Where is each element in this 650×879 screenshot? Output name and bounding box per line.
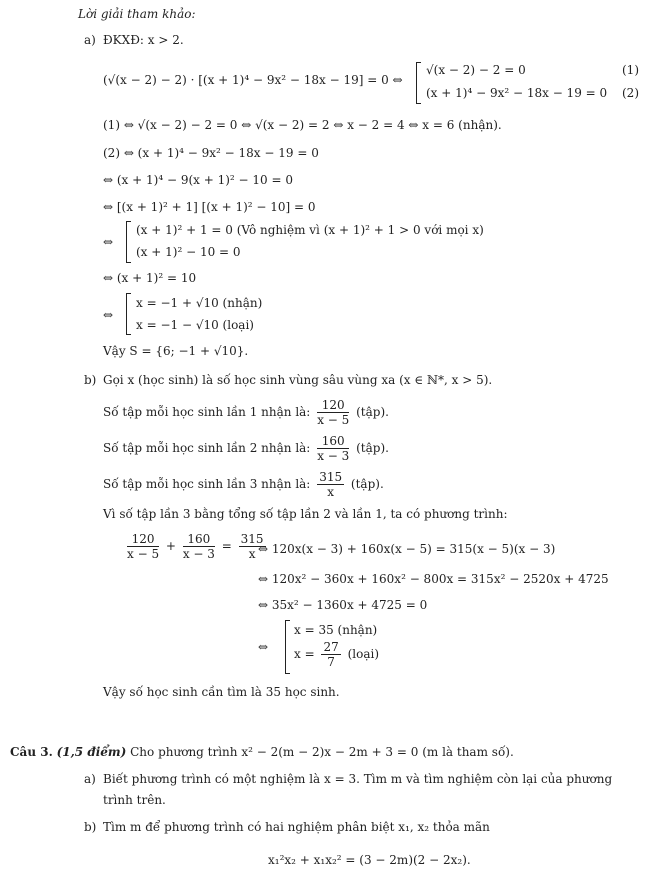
question-3a-label: a) — [84, 772, 96, 786]
eq-fraction-1-num: 120 — [127, 532, 159, 547]
eq-step-4b — [294, 640, 379, 669]
dkxd-line: ĐKXĐ: x > 2. — [103, 33, 184, 47]
question-3-heading — [10, 744, 514, 760]
statement-2-unit: (tập). — [356, 441, 389, 455]
line-7b: x = −1 − √10 (loại) — [136, 318, 254, 332]
question-3b-label: b) — [84, 820, 97, 834]
statement-1-text: Số tập mỗi học sinh lần 1 nhận là: — [103, 405, 311, 419]
statement-1 — [103, 398, 389, 427]
system-bracket — [416, 62, 421, 104]
eq-fraction-3-den: x — [248, 547, 256, 561]
solution-header: Lời giải tham khảo: — [78, 7, 196, 21]
fraction-1-num: 120 — [317, 398, 349, 413]
line-7-arrow: ⇔ — [103, 308, 114, 322]
fraction-2 — [317, 434, 349, 463]
statement-2 — [103, 434, 389, 463]
question-3a-text-2: trình trên. — [103, 793, 166, 807]
fraction-3 — [317, 470, 344, 499]
question-3a-text-1: Biết phương trình có một nghiệm là x = 3. Tìm m và tìm nghiệm còn lại của phương — [103, 772, 613, 786]
line-7a: x = −1 + √10 (nhận) — [136, 296, 263, 310]
question-3-text: Cho phương trình x² − 2(m − 2)x − 2m + 3 = 0 (m là tham số). — [130, 745, 514, 759]
eq-step-4b-post: (loại) — [347, 647, 379, 661]
fraction-2-num: 160 — [317, 434, 349, 449]
question-3-points: (1,5 điểm) — [56, 745, 127, 759]
eq-step-4a: x = 35 (nhận) — [294, 623, 378, 637]
eq-step-4b-pre: x = — [294, 647, 315, 661]
bracket-7 — [126, 293, 131, 335]
line-6: ⇔ (x + 1)² = 10 — [103, 271, 197, 285]
fraction-1 — [317, 398, 349, 427]
question-3b-equation: x₁²x₂ + x₁x₂² = (3 − 2m)(2 − 2x₂). — [268, 853, 471, 867]
statement-2-text: Số tập mỗi học sinh lần 2 nhận là: — [103, 441, 311, 455]
eq-equals: = — [221, 539, 232, 553]
question-3-label: Câu 3. — [10, 745, 53, 759]
eq-fraction-27-7-num: 27 — [323, 640, 339, 654]
line-5b: (x + 1)² − 10 = 0 — [136, 245, 241, 259]
line-3: ⇔ (x + 1)⁴ − 9(x + 1)² − 10 = 0 — [103, 173, 293, 187]
main-equation: (√(x − 2) − 2) · [(x + 1)⁴ − 9x² − 18x − 19] = 0 ⇔ — [103, 73, 403, 87]
fraction-3-den: x — [327, 485, 335, 499]
part-b-label: b) — [84, 373, 97, 387]
eq-fraction-3-num: 315 — [240, 532, 264, 546]
fraction-1-den: x − 5 — [317, 413, 350, 427]
line-2: (2) ⇔ (x + 1)⁴ − 9x² − 18x − 19 = 0 — [103, 146, 319, 160]
eq-plus: + — [165, 539, 176, 553]
eq-fraction-27-7-den: 7 — [327, 655, 335, 669]
system-eq-2: (x + 1)⁴ − 9x² − 18x − 19 = 0 — [426, 86, 608, 100]
bracket-eq4 — [285, 620, 290, 674]
bracket-5 — [126, 221, 131, 263]
line-1: (1) ⇔ √(x − 2) − 2 = 0 ⇔ √(x − 2) = 2 ⇔ x − 2 = 4 ⇔ x = 6 (nhận). — [103, 118, 502, 132]
eq-fraction-1 — [127, 532, 159, 561]
line-8: Vậy S = {6; −1 + √10}. — [103, 344, 249, 358]
eq-fraction-2 — [183, 532, 215, 561]
question-3b-text: Tìm m để phương trình có hai nghiệm phân biệt x₁, x₂ thỏa mãn — [103, 820, 490, 834]
eq-fraction-27-7 — [321, 640, 340, 669]
statement-3 — [103, 470, 384, 499]
line-5-arrow: ⇔ — [103, 235, 114, 249]
statement-3-text: Số tập mỗi học sinh lần 3 nhận là: — [103, 477, 311, 491]
equation-fractions — [124, 532, 269, 561]
part-b-conclusion: Vậy số học sinh cần tìm là 35 học sinh. — [103, 685, 340, 699]
line-5a: (x + 1)² + 1 = 0 (Vô nghiệm vì (x + 1)² + 1 > 0 với mọi x) — [136, 223, 484, 237]
eq-step-3: ⇔ 35x² − 1360x + 4725 = 0 — [258, 598, 428, 612]
fraction-2-den: x − 3 — [317, 449, 350, 463]
line-4: ⇔ [(x + 1)² + 1] [(x + 1)² − 10] = 0 — [103, 200, 316, 214]
statement-4: Vì số tập lần 3 bằng tổng số tập lần 2 và lần 1, ta có phương trình: — [103, 507, 508, 521]
statement-3-unit: (tập). — [350, 477, 384, 491]
statement-1-unit: (tập). — [356, 405, 389, 419]
part-b-intro: Gọi x (học sinh) là số học sinh vùng sâu vùng xa (x ∈ ℕ*, x > 5). — [103, 373, 493, 387]
eq-step-2: ⇔ 120x² − 360x + 160x² − 800x = 315x² − 2520x + 4725 — [258, 572, 609, 586]
tag-2: (2) — [622, 86, 639, 100]
system-eq-1: √(x − 2) − 2 = 0 — [426, 63, 526, 77]
eq-fraction-2-num: 160 — [183, 532, 215, 547]
fraction-3-num: 315 — [319, 470, 343, 484]
eq-fraction-2-den: x − 3 — [182, 547, 215, 561]
tag-1: (1) — [622, 63, 639, 77]
part-a-label: a) — [84, 33, 96, 47]
eq-step-4-arrow: ⇔ — [258, 640, 269, 654]
eq-step-1: ⇔ 120x(x − 3) + 160x(x − 5) = 315(x − 5)(x − 3) — [258, 542, 556, 556]
eq-fraction-1-den: x − 5 — [127, 547, 160, 561]
